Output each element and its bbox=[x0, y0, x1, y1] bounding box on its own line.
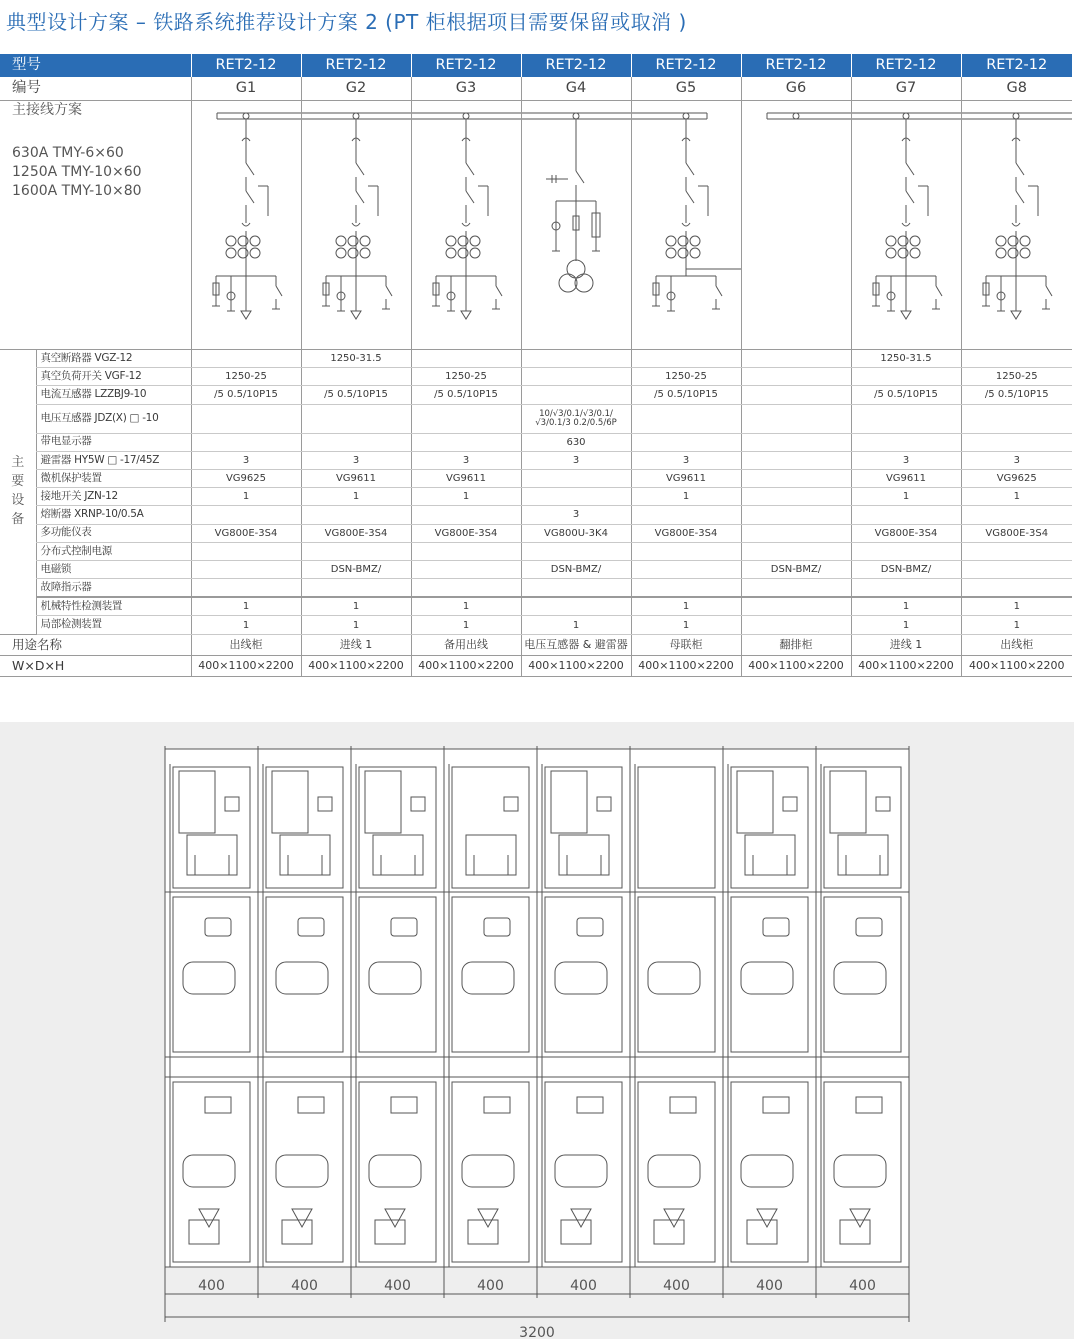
cabinet-width-label: 400 bbox=[849, 1278, 876, 1294]
cabinet-width-label: 400 bbox=[291, 1278, 318, 1294]
dims-label: W×D×H bbox=[0, 655, 191, 676]
front-view-drawing bbox=[0, 722, 1074, 1339]
equipment-value-cell bbox=[961, 404, 1072, 433]
equipment-name: 分布式控制电源 bbox=[36, 542, 191, 560]
single-line-diagram-cell bbox=[851, 101, 961, 350]
equipment-name: 微机保护装置 bbox=[36, 469, 191, 487]
equipment-value-cell: 3 bbox=[631, 451, 741, 469]
single-line-diagram bbox=[962, 101, 1073, 347]
equipment-value-cell: /5 0.5/10P15 bbox=[851, 386, 961, 404]
equipment-value-cell: VG800U-3K4 bbox=[521, 524, 631, 542]
equipment-value-cell bbox=[411, 350, 521, 368]
equipment-value-cell: 3 bbox=[191, 451, 301, 469]
equipment-name: 熔断器 XRNP-10/0.5A bbox=[36, 506, 191, 524]
equipment-row bbox=[0, 386, 1072, 404]
cabinet-width-label: 400 bbox=[477, 1278, 504, 1294]
single-line-diagram bbox=[632, 101, 742, 347]
equipment-value-cell: 10/√3/0.1/√3/0.1/√3/0.1/3 0.2/0.5/6P bbox=[521, 404, 631, 433]
equipment-value-cell bbox=[851, 542, 961, 560]
model-cell: RET2-12 bbox=[961, 54, 1072, 77]
equipment-value-cell bbox=[411, 404, 521, 433]
equipment-value-cell: /5 0.5/10P15 bbox=[631, 386, 741, 404]
equipment-value-cell bbox=[961, 560, 1072, 578]
front-view-panel bbox=[0, 722, 1074, 1339]
equipment-value-cell bbox=[411, 506, 521, 524]
equipment-value-cell bbox=[741, 368, 851, 386]
equipment-value-cell: VG800E-3S4 bbox=[191, 524, 301, 542]
equipment-value-cell bbox=[631, 542, 741, 560]
equipment-value-cell bbox=[631, 579, 741, 598]
equipment-name: 带电显示器 bbox=[36, 433, 191, 451]
equipment-value-cell: 1 bbox=[851, 616, 961, 634]
equipment-value-cell bbox=[741, 451, 851, 469]
equipment-value-cell bbox=[741, 488, 851, 506]
cabinet-width-label: 400 bbox=[663, 1278, 690, 1294]
equipment-value-cell bbox=[961, 506, 1072, 524]
equipment-value-cell bbox=[191, 404, 301, 433]
equipment-value-cell bbox=[521, 350, 631, 368]
model-cell: RET2-12 bbox=[521, 54, 631, 77]
equipment-value-cell: VG800E-3S4 bbox=[631, 524, 741, 542]
equipment-value-cell: 3 bbox=[851, 451, 961, 469]
equipment-value-cell bbox=[521, 597, 631, 616]
cabinet-width-label: 400 bbox=[570, 1278, 597, 1294]
equipment-value-cell bbox=[411, 542, 521, 560]
equipment-value-cell bbox=[961, 542, 1072, 560]
busbar-spec-3: 1600A TMY-10×80 bbox=[12, 182, 142, 199]
number-row bbox=[0, 77, 1072, 101]
usage-cell: 翻排柜 bbox=[741, 634, 851, 655]
model-cell: RET2-12 bbox=[631, 54, 741, 77]
equipment-row bbox=[0, 469, 1072, 487]
equipment-row bbox=[0, 524, 1072, 542]
equipment-value-cell: 1 bbox=[301, 597, 411, 616]
number-cell: G5 bbox=[631, 77, 741, 101]
equipment-value-cell bbox=[961, 579, 1072, 598]
number-cell: G1 bbox=[191, 77, 301, 101]
equipment-value-cell: /5 0.5/10P15 bbox=[191, 386, 301, 404]
dims-cell: 400×1100×2200 bbox=[741, 655, 851, 676]
equipment-value-cell bbox=[851, 579, 961, 598]
number-cell: G7 bbox=[851, 77, 961, 101]
equipment-value-cell bbox=[301, 579, 411, 598]
equipment-value-cell bbox=[851, 368, 961, 386]
equipment-value-cell bbox=[741, 597, 851, 616]
equipment-value-cell: 1250-31.5 bbox=[851, 350, 961, 368]
equipment-row bbox=[0, 433, 1072, 451]
equipment-name: 电流互感器 LZZBJ9-10 bbox=[36, 386, 191, 404]
model-cell: RET2-12 bbox=[741, 54, 851, 77]
equipment-value-cell: 1250-25 bbox=[631, 368, 741, 386]
dims-row bbox=[0, 655, 1072, 676]
page-title: 典型设计方案 – 铁路系统推荐设计方案 2 (PT 柜根据项目需要保留或取消 ) bbox=[6, 10, 687, 34]
equipment-value-cell bbox=[521, 542, 631, 560]
equipment-value-cell: 1 bbox=[631, 488, 741, 506]
equipment-value-cell bbox=[191, 560, 301, 578]
single-line-diagram-cell bbox=[301, 101, 411, 350]
equipment-value-cell: /5 0.5/10P15 bbox=[301, 386, 411, 404]
model-cell: RET2-12 bbox=[191, 54, 301, 77]
usage-cell: 电压互感器 & 避雷器 bbox=[521, 634, 631, 655]
equipment-value-cell: VG9625 bbox=[961, 469, 1072, 487]
equipment-value-cell: 1 bbox=[961, 597, 1072, 616]
equipment-value-cell: 1 bbox=[631, 597, 741, 616]
equipment-value-cell bbox=[301, 433, 411, 451]
equipment-value-cell bbox=[631, 560, 741, 578]
equipment-value-cell bbox=[741, 386, 851, 404]
single-line-diagram-cell bbox=[741, 101, 851, 350]
equipment-value-cell bbox=[191, 506, 301, 524]
equipment-name: 多功能仪表 bbox=[36, 524, 191, 542]
single-line-diagram-cell bbox=[631, 101, 741, 350]
equipment-value-cell bbox=[411, 560, 521, 578]
single-line-diagram bbox=[192, 101, 302, 347]
single-line-diagram-cell bbox=[521, 101, 631, 350]
equipment-value-cell: DSN-BMZ/ bbox=[521, 560, 631, 578]
equipment-row bbox=[0, 597, 1072, 616]
equipment-value-cell bbox=[191, 350, 301, 368]
equipment-name: 故障指示器 bbox=[36, 579, 191, 598]
equipment-row bbox=[0, 451, 1072, 469]
equipment-value-cell bbox=[631, 350, 741, 368]
equipment-group-label: 主 要 设 备 bbox=[0, 350, 36, 635]
diagram-label: 主接线方案 bbox=[12, 102, 82, 118]
equipment-value-cell bbox=[741, 506, 851, 524]
equipment-value-cell bbox=[741, 579, 851, 598]
equipment-value-cell bbox=[191, 542, 301, 560]
equipment-name: 真空负荷开关 VGF-12 bbox=[36, 368, 191, 386]
equipment-row bbox=[0, 560, 1072, 578]
equipment-value-cell: 1 bbox=[521, 616, 631, 634]
equipment-value-cell bbox=[741, 404, 851, 433]
equipment-value-cell: 1 bbox=[301, 488, 411, 506]
equipment-value-cell: 630 bbox=[521, 433, 631, 451]
equipment-value-cell: 1 bbox=[301, 616, 411, 634]
equipment-value-cell bbox=[521, 368, 631, 386]
model-cell: RET2-12 bbox=[301, 54, 411, 77]
model-row bbox=[0, 54, 1072, 77]
equipment-value-cell bbox=[741, 469, 851, 487]
usage-cell: 备用出线 bbox=[411, 634, 521, 655]
equipment-value-cell: 1 bbox=[851, 597, 961, 616]
equipment-value-cell bbox=[741, 433, 851, 451]
number-cell: G8 bbox=[961, 77, 1072, 101]
number-cell: G6 bbox=[741, 77, 851, 101]
equipment-value-cell: DSN-BMZ/ bbox=[301, 560, 411, 578]
equipment-value-cell: 1 bbox=[191, 616, 301, 634]
equipment-value-cell: VG9611 bbox=[301, 469, 411, 487]
equipment-value-cell: 1 bbox=[851, 488, 961, 506]
single-line-diagram bbox=[742, 101, 852, 347]
equipment-value-cell bbox=[301, 542, 411, 560]
equipment-value-cell bbox=[411, 579, 521, 598]
equipment-value-cell: 3 bbox=[521, 506, 631, 524]
equipment-name: 电压互感器 JDZ(X) □ -10 bbox=[36, 404, 191, 433]
usage-label: 用途名称 bbox=[0, 634, 191, 655]
equipment-value-cell: 1 bbox=[191, 488, 301, 506]
single-line-diagram-cell bbox=[191, 101, 301, 350]
model-cell: RET2-12 bbox=[411, 54, 521, 77]
equipment-value-cell bbox=[851, 506, 961, 524]
dims-cell: 400×1100×2200 bbox=[411, 655, 521, 676]
equipment-value-cell bbox=[961, 350, 1072, 368]
equipment-value-cell: /5 0.5/10P15 bbox=[411, 386, 521, 404]
equipment-value-cell bbox=[411, 433, 521, 451]
usage-row bbox=[0, 634, 1072, 655]
equipment-value-cell: VG9611 bbox=[851, 469, 961, 487]
equipment-row bbox=[0, 506, 1072, 524]
equipment-value-cell: /5 0.5/10P15 bbox=[961, 386, 1072, 404]
equipment-value-cell bbox=[741, 524, 851, 542]
equipment-value-cell: VG9611 bbox=[411, 469, 521, 487]
dims-cell: 400×1100×2200 bbox=[521, 655, 631, 676]
equipment-value-cell bbox=[521, 579, 631, 598]
equipment-value-cell: VG800E-3S4 bbox=[301, 524, 411, 542]
cabinet-width-label: 400 bbox=[384, 1278, 411, 1294]
equipment-name: 避雷器 HY5W □ -17/45Z bbox=[36, 451, 191, 469]
usage-cell: 母联柜 bbox=[631, 634, 741, 655]
diagram-label-cell bbox=[0, 101, 191, 350]
dims-cell: 400×1100×2200 bbox=[301, 655, 411, 676]
cabinet-width-label: 400 bbox=[756, 1278, 783, 1294]
equipment-value-cell: 1250-25 bbox=[411, 368, 521, 386]
number-cell: G3 bbox=[411, 77, 521, 101]
equipment-value-cell: VG9625 bbox=[191, 469, 301, 487]
equipment-value-cell: VG9611 bbox=[631, 469, 741, 487]
model-cell: RET2-12 bbox=[851, 54, 961, 77]
equipment-value-cell: DSN-BMZ/ bbox=[741, 560, 851, 578]
equipment-value-cell bbox=[631, 506, 741, 524]
number-label: 编号 bbox=[0, 77, 191, 101]
cabinet-width-label: 400 bbox=[198, 1278, 225, 1294]
equipment-value-cell: DSN-BMZ/ bbox=[851, 560, 961, 578]
equipment-value-cell bbox=[851, 433, 961, 451]
equipment-value-cell: 1 bbox=[411, 597, 521, 616]
equipment-value-cell: 1250-25 bbox=[961, 368, 1072, 386]
equipment-value-cell: VG800E-3S4 bbox=[411, 524, 521, 542]
usage-cell: 出线柜 bbox=[191, 634, 301, 655]
equipment-value-cell bbox=[741, 350, 851, 368]
equipment-name: 电磁锁 bbox=[36, 560, 191, 578]
equipment-value-cell bbox=[631, 404, 741, 433]
equipment-name: 真空断路器 VGZ-12 bbox=[36, 350, 191, 368]
single-line-diagram-cell bbox=[411, 101, 521, 350]
equipment-row bbox=[0, 579, 1072, 598]
equipment-value-cell: 1 bbox=[191, 597, 301, 616]
equipment-value-cell bbox=[521, 469, 631, 487]
equipment-value-cell: VG800E-3S4 bbox=[851, 524, 961, 542]
total-width-label: 3200 bbox=[519, 1325, 555, 1339]
number-cell: G4 bbox=[521, 77, 631, 101]
equipment-value-cell bbox=[191, 433, 301, 451]
equipment-value-cell: 1250-31.5 bbox=[301, 350, 411, 368]
usage-cell: 出线柜 bbox=[961, 634, 1072, 655]
spec-table bbox=[0, 54, 1072, 677]
equipment-row bbox=[0, 368, 1072, 386]
equipment-value-cell: 3 bbox=[521, 451, 631, 469]
equipment-value-cell bbox=[521, 488, 631, 506]
equipment-value-cell: 1 bbox=[631, 616, 741, 634]
usage-cell: 进线 1 bbox=[851, 634, 961, 655]
dims-cell: 400×1100×2200 bbox=[191, 655, 301, 676]
equipment-name: 接地开关 JZN-12 bbox=[36, 488, 191, 506]
equipment-value-cell: 1 bbox=[411, 488, 521, 506]
equipment-value-cell bbox=[961, 433, 1072, 451]
number-cell: G2 bbox=[301, 77, 411, 101]
dims-cell: 400×1100×2200 bbox=[961, 655, 1072, 676]
equipment-value-cell: 1250-25 bbox=[191, 368, 301, 386]
equipment-value-cell: 1 bbox=[961, 616, 1072, 634]
equipment-value-cell bbox=[301, 404, 411, 433]
equipment-value-cell: 1 bbox=[961, 488, 1072, 506]
dims-cell: 400×1100×2200 bbox=[631, 655, 741, 676]
equipment-row bbox=[0, 350, 1072, 368]
equipment-value-cell bbox=[741, 616, 851, 634]
single-line-diagram bbox=[522, 101, 632, 347]
diagram-row bbox=[0, 101, 1072, 350]
equipment-value-cell: VG800E-3S4 bbox=[961, 524, 1072, 542]
equipment-value-cell bbox=[301, 368, 411, 386]
busbar-spec-1: 630A TMY-6×60 bbox=[12, 144, 124, 161]
equipment-name: 局部检测装置 bbox=[36, 616, 191, 634]
single-line-diagram-cell bbox=[961, 101, 1072, 350]
dims-cell: 400×1100×2200 bbox=[851, 655, 961, 676]
single-line-diagram bbox=[412, 101, 522, 347]
equipment-value-cell: 1 bbox=[411, 616, 521, 634]
equipment-value-cell bbox=[521, 386, 631, 404]
equipment-value-cell bbox=[631, 433, 741, 451]
equipment-row bbox=[0, 616, 1072, 634]
equipment-value-cell: 3 bbox=[961, 451, 1072, 469]
equipment-value-cell bbox=[851, 404, 961, 433]
model-label: 型号 bbox=[0, 54, 191, 77]
single-line-diagram bbox=[302, 101, 412, 347]
equipment-value-cell bbox=[741, 542, 851, 560]
equipment-value-cell bbox=[191, 579, 301, 598]
equipment-value-cell bbox=[301, 506, 411, 524]
busbar-spec-2: 1250A TMY-10×60 bbox=[12, 163, 142, 180]
equipment-row bbox=[0, 488, 1072, 506]
equipment-value-cell: 3 bbox=[301, 451, 411, 469]
usage-cell: 进线 1 bbox=[301, 634, 411, 655]
equipment-name: 机械特性检测装置 bbox=[36, 597, 191, 616]
single-line-diagram bbox=[852, 101, 962, 347]
equipment-row bbox=[0, 542, 1072, 560]
equipment-row bbox=[0, 404, 1072, 433]
equipment-value-cell: 3 bbox=[411, 451, 521, 469]
